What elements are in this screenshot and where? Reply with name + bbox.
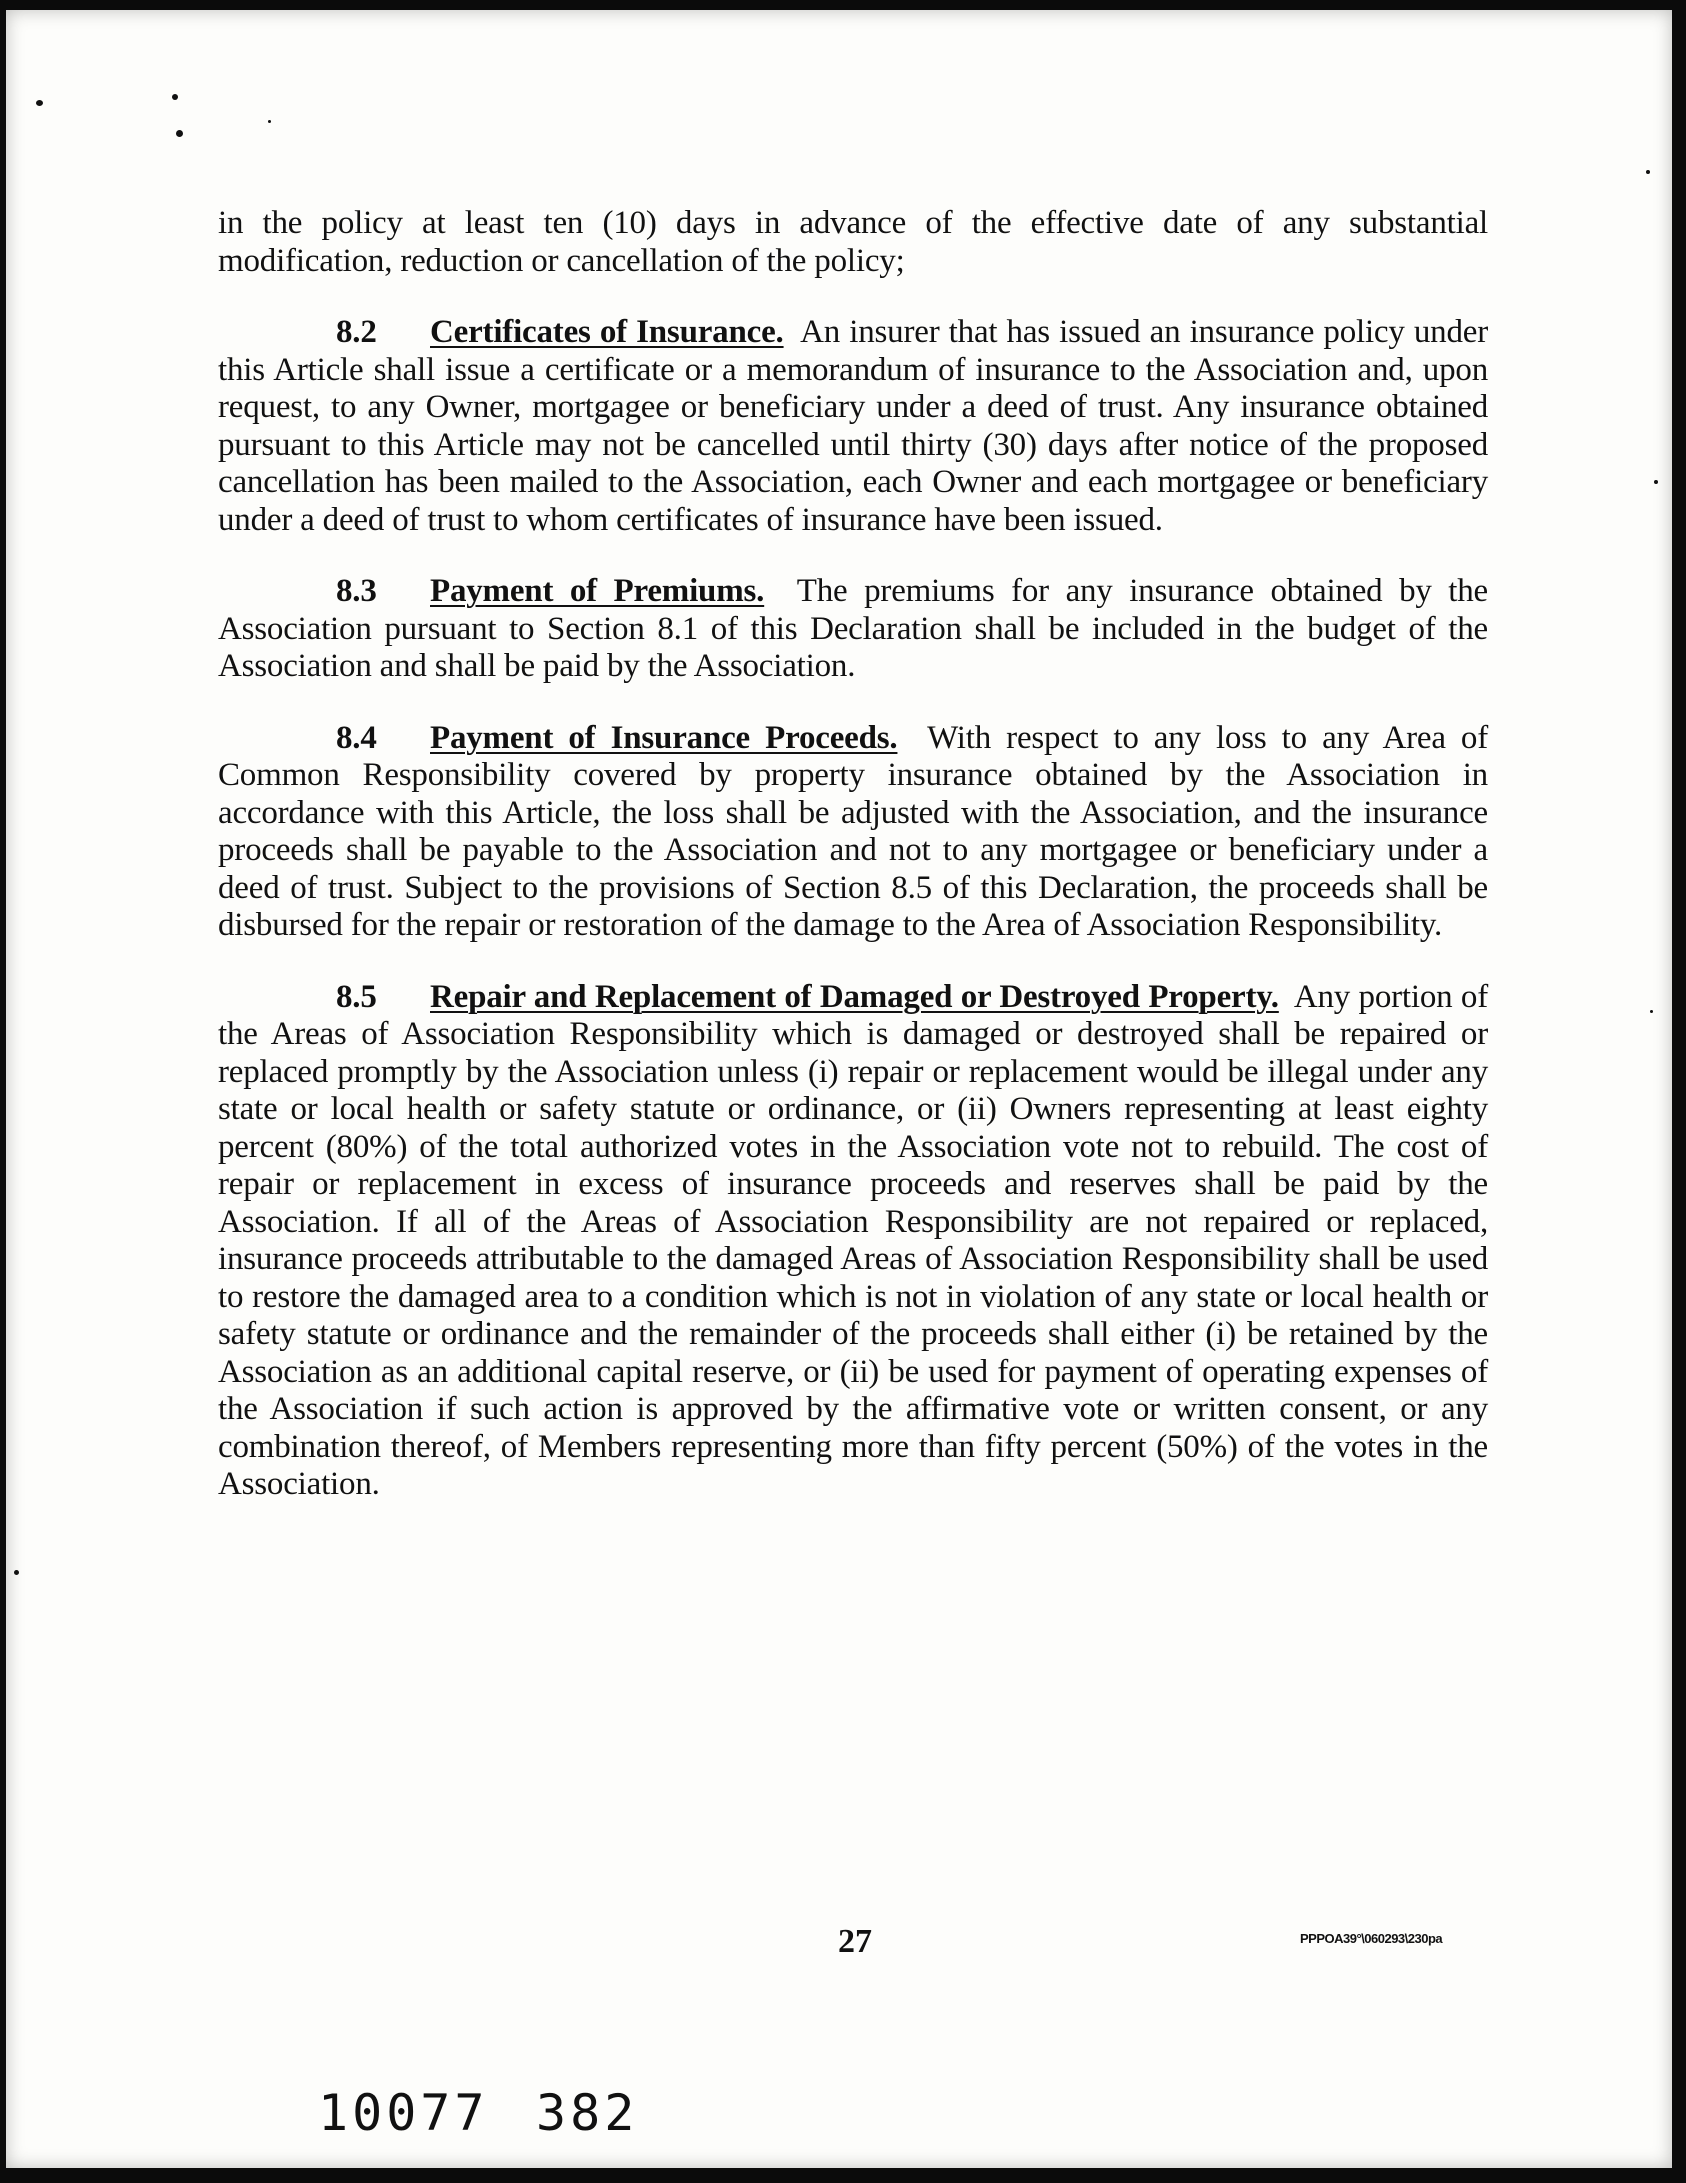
section-heading: Repair and Replacement of Damaged or Destroyed Property. — [430, 978, 1279, 1015]
section-heading: Payment of Insurance Proceeds. — [430, 719, 898, 756]
recording-page-number: 382 — [536, 2084, 639, 2142]
section-heading: Payment of Premiums. — [430, 573, 765, 609]
section-8-5 — [218, 979, 1488, 1504]
document-code: PPPOA39°\060293\230pa — [1300, 1931, 1443, 1946]
section-body: Any portion of the Areas of Association Responsibility which is damaged or destroyed shall be repaired or replaced promptly by the Association unless (i) repair or replacement would be illegal under any state or local health or safety statute or ordinance, or (ii) Owners representing at least eighty percent (80%) of the total authorized votes in the Association vote not to rebuild. The cost of repair or replacement in excess of insurance proceeds and reserves shall be paid by the Association. If all of the Areas of Association Responsibility are not repaired or replaced, insurance proceeds attributable to the damaged Areas of Association Responsibility shall be used to restore the damaged area to a condition which is not in violation of any state or local health or safety statute or ordinance and the remainder of the proceeds shall either (i) be retained by the Association as an additional capital reserve, or (ii) be used for payment of operating expenses of the Association if such action is approved by the affirmative vote or written consent, or any combination thereof, of Members representing more than fifty percent (50%) of the votes in the Association. — [218, 978, 1489, 1502]
document-body — [218, 205, 1488, 1538]
scan-speck — [14, 1570, 19, 1575]
recording-book-number: 10077 — [318, 2084, 489, 2142]
scan-speck — [1654, 480, 1658, 484]
scan-speck — [172, 94, 178, 100]
section-number: 8.4 — [336, 719, 377, 756]
section-8-2 — [218, 314, 1488, 539]
document-page — [6, 10, 1672, 2168]
section-body: An insurer that has issued an insurance policy under this Article shall issue a certificate or a memorandum of insurance to the Association and, upon request, to any Owner, mortgagee or beneficiary under a deed of trust. Any insurance obtained pursuant to this Article may not be cancelled until thirty (30) days after notice of the proposed cancellation has been mailed to the Association, each Owner and each mortgagee or beneficiary under a deed of trust to whom certificates of insurance have been issued. — [218, 314, 1489, 538]
continuation-paragraph: in the policy at least ten (10) days in advance of the effective date of any substantial modification, reduction or cancellation of the policy; — [218, 205, 1488, 279]
section-heading: Certificates of Insurance. — [430, 314, 784, 350]
page-number: 27 — [838, 1923, 872, 1960]
section-body: The premiums for any insurance obtained by the Association pursuant to Section 8.1 of this Declaration shall be included in the budget of the Association and shall be paid by the Association. — [218, 573, 1488, 684]
section-number: 8.2 — [336, 314, 377, 350]
section-body: With respect to any loss to any Area of Common Responsibility covered by property insurance obtained by the Association in accordance with this Article, the loss shall be adjusted with the Association, and the insurance proceeds shall be payable to the Association and not to any mortgagee or beneficiary under a deed of trust. Subject to the provisions of Section 8.5 of this Declaration, the proceeds shall be disbursed for the repair or restoration of the damage to the Area of Association Responsibility. — [218, 719, 1488, 943]
scan-speck — [36, 100, 43, 106]
scan-speck — [1650, 1010, 1653, 1013]
section-8-3 — [218, 573, 1488, 686]
section-8-4 — [218, 720, 1488, 945]
section-number: 8.5 — [336, 978, 377, 1015]
section-number: 8.3 — [336, 573, 377, 609]
scan-speck — [1646, 170, 1650, 174]
scan-speck — [176, 130, 183, 137]
scan-speck — [268, 120, 271, 123]
